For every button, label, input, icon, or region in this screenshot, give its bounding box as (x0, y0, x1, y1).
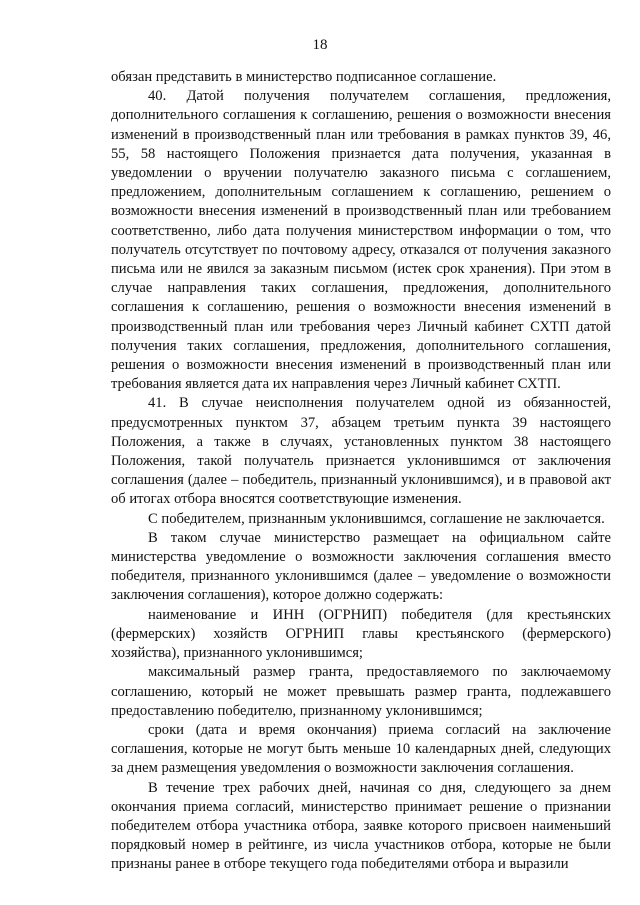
paragraph-notice-item-deadlines: сроки (дата и время окончания) приема согласий на заключение соглашения, которые не могут быть меньше 10 календарных дней, следующих за днем размещения уведомления о возможности заключения соглашения. (111, 721, 611, 777)
paragraph-clause-40: 40. Датой получения получателем соглашения, предложения, дополнительного соглашения к соглашению, решения о возможности внесения изменений в производственный план или требования в рамках пунктов 39, 46, 55, 58 настоящего Положения признается дата получения, указанная в уведомлении о вручении получателю заказного письма с соглашением, предложением, дополнительным соглашением к соглашению, решением о возможности внесения изменений в производственный план или требованием соответственно, либо дата получения министерством информации о том, что получатель отсутствует по почтовому адресу, отказался от получения заказного письма или не явился за заказным письмом (истек срок хранения). При этом в случае направления таких соглашения, предложения, дополнительного соглашения к соглашению, решения о возможности внесения изменений в производственный план или требования через Личный кабинет СХТП датой получения таких соглашения, предложения, дополнительного соглашения, решения о возможности внесения изменений в производственный план или требования является дата их направления через Личный кабинет СХТП. (111, 88, 611, 393)
page-number: 18 (312, 37, 328, 53)
paragraph-notice-item-name: наименование и ИНН (ОГРНИП) победителя (для крестьянских (фермерских) хозяйств ОГРНИП главы крестьянского (фермерского) хозяйства), признанного уклонившимся; (111, 606, 611, 662)
paragraph-notice-item-grant-size: максимальный размер гранта, предоставляемого по заключаемому соглашению, который не может превышать размер гранта, подлежавшего предоставлению победителю, признанному уклонившимся; (111, 664, 611, 719)
paragraph-continuation: обязан представить в министерство подписанное соглашение. (111, 69, 497, 85)
document-body (111, 68, 611, 875)
paragraph-notice-intro: В таком случае министерство размещает на официальном сайте министерства уведомление о возможности заключения соглашения вместо победителя, признанного уклонившимся (далее – уведомление о возможности заключения соглашения), которое должно содержать: (111, 529, 611, 604)
paragraph-clause-41: 41. В случае неисполнения получателем одной из обязанностей, предусмотренных пунктом 37, абзацем третьим пункта 39 настоящего Положения, а также в случаях, установленных пунктом 38 настоящего Положения, такой получатель признается уклонившимся от заключения соглашения (далее – победитель, признанный уклонившимся), и в правовой акт об итогах отбора вносятся соответствующие изменения. (111, 395, 611, 508)
paragraph-decision: В течение трех рабочих дней, начиная со дня, следующего за днем окончания приема согласий, министерство принимает решение о признании победителем отбора участника отбора, заявке которого присвоен наименьший порядковый номер в рейтинге, из числа участников отбора, которые не были признаны ранее в отборе текущего года победителями отбора и выразили (111, 779, 611, 873)
paragraph-no-agreement: С победителем, признанным уклонившимся, соглашение не заключается. (148, 510, 605, 527)
